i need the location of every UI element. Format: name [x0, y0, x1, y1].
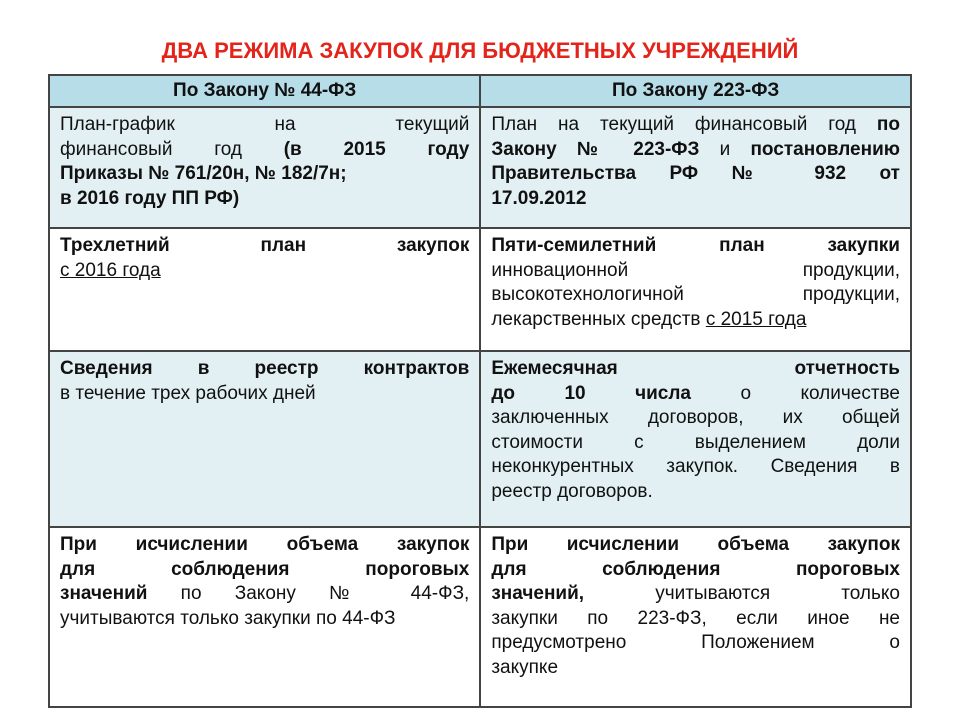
cell-44fz [49, 351, 480, 527]
text-line [60, 162, 469, 187]
text-line [491, 406, 900, 431]
text-run: высокотехнологичной продукции, [491, 284, 900, 305]
text-line [60, 357, 469, 382]
text-line [60, 533, 469, 558]
text-run: учитываются только закупки по 44-ФЗ [60, 607, 396, 629]
text-run: и [699, 138, 751, 160]
text-run: в течение трех рабочих дней [60, 382, 316, 404]
text-line [491, 431, 900, 456]
table-row [49, 107, 911, 228]
text-line [491, 357, 900, 382]
cell-223fz [480, 351, 911, 527]
text-line [491, 259, 900, 284]
text-line [491, 308, 900, 333]
text-run: План на текущий финансовый год [491, 114, 877, 135]
text-run: значений, [491, 583, 585, 604]
text-line [491, 656, 900, 681]
text-run: неконкурентных закупок. Сведения в [491, 456, 900, 477]
text-line [60, 558, 469, 583]
text-line [60, 138, 469, 163]
cell-44fz [49, 107, 480, 228]
text-line [60, 607, 469, 632]
text-line [491, 480, 900, 505]
cell-223fz [480, 527, 911, 707]
text-line [60, 234, 469, 259]
cell-44fz [49, 527, 480, 707]
text-run: по [876, 114, 900, 135]
table-row [49, 527, 911, 707]
text-line [491, 455, 900, 480]
table-header-row [49, 75, 911, 107]
table-row [49, 228, 911, 351]
text-line [60, 259, 469, 284]
text-run: При исчислении объема закупок [60, 534, 470, 555]
text-run: до 10 числа [491, 382, 691, 404]
text-run: реестр договоров. [491, 480, 653, 502]
text-line [491, 607, 900, 632]
text-run: Правительства РФ № 932 от [491, 163, 900, 184]
text-line [491, 283, 900, 308]
text-line [60, 187, 469, 212]
text-run: Ежемесячная отчетность [491, 358, 900, 379]
cell-223fz [480, 228, 911, 351]
text-line [491, 382, 900, 407]
text-run: закупки по 223-ФЗ, если иное не [491, 607, 900, 629]
text-run: предусмотрено Положением о [491, 632, 900, 653]
text-run: заключенных договоров, их общей [491, 407, 900, 428]
text-run: по Закону № 44-ФЗ, [147, 583, 470, 604]
text-run: инновационной продукции, [491, 259, 900, 281]
header-223fz: По Закону 223-ФЗ [480, 75, 911, 107]
text-run: учитываются только [584, 583, 900, 604]
text-line [60, 382, 469, 407]
text-run: финансовый год [60, 138, 284, 160]
text-line [491, 631, 900, 656]
text-run: Приказы № 761/20н, № 182/7н; [60, 163, 347, 184]
text-run: Сведения в реестр контрактов [60, 358, 470, 379]
cell-44fz [49, 228, 480, 351]
table-row [49, 351, 911, 527]
text-line [491, 533, 900, 558]
text-line [60, 582, 469, 607]
text-run: в 2016 году ПП РФ) [60, 187, 240, 209]
text-run: Пяти-семилетний план закупки [491, 235, 900, 256]
text-run: о количестве [691, 382, 900, 404]
text-run: План-график на текущий [60, 114, 470, 135]
text-run: лекарственных средств [491, 308, 706, 330]
text-run: Закону № 223-ФЗ [491, 138, 700, 160]
text-line [491, 187, 900, 212]
text-run: Трехлетний план закупок [60, 235, 470, 256]
text-line [60, 113, 469, 138]
text-line [491, 162, 900, 187]
text-run: 17.09.2012 [491, 187, 587, 209]
page-title: ДВА РЕЖИМА ЗАКУПОК ДЛЯ БЮДЖЕТНЫХ УЧРЕЖДЕНИЙ [161, 38, 799, 63]
text-run: стоимости с выделением доли [491, 431, 900, 453]
text-line [491, 234, 900, 259]
text-run: закупке [491, 656, 559, 678]
header-44fz: По Закону № 44-ФЗ [49, 75, 480, 107]
text-run: постановлению [750, 138, 901, 160]
text-run: с 2015 года [705, 308, 807, 330]
text-line [491, 582, 900, 607]
text-line [491, 138, 900, 163]
text-run: для соблюдения пороговых [491, 558, 900, 580]
text-run: (в 2015 году [283, 138, 470, 160]
cell-223fz [480, 107, 911, 228]
comparison-table [48, 74, 912, 708]
text-line [491, 558, 900, 583]
text-run: с 2016 года [60, 259, 161, 281]
text-run: При исчислении объема закупок [491, 534, 900, 555]
text-line [491, 113, 900, 138]
text-run: для соблюдения пороговых [60, 558, 470, 580]
text-run: значений [60, 583, 148, 604]
